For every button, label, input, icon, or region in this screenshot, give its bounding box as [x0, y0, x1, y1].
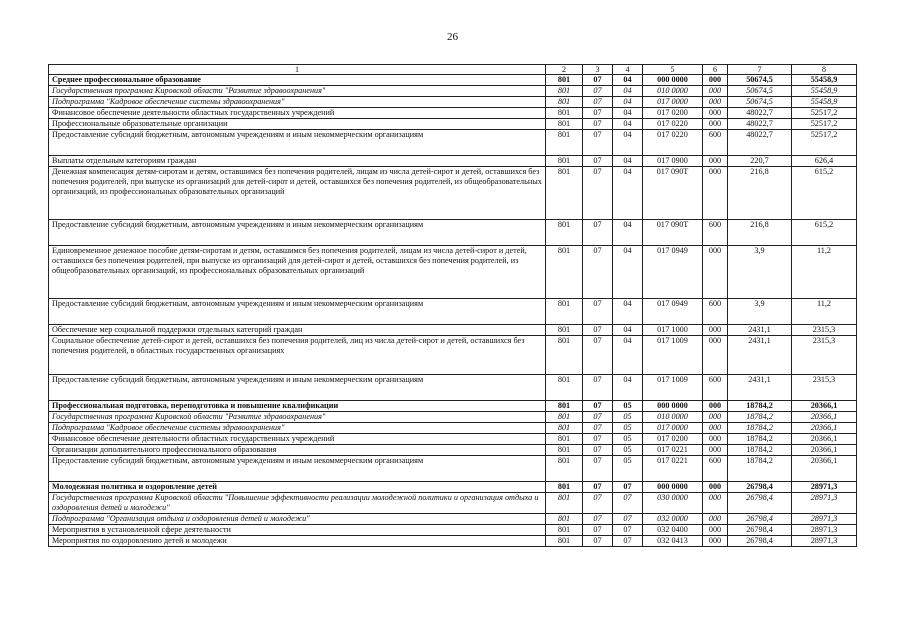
amount-year-2: 55458,9 — [792, 86, 857, 97]
code-target: 017 0949 — [643, 246, 703, 299]
code-subsection: 05 — [613, 456, 643, 482]
code-target: 017 1000 — [643, 325, 703, 336]
amount-year-2: 52517,2 — [792, 130, 857, 156]
table-row — [49, 119, 857, 130]
code-expense-type: 000 — [703, 482, 728, 493]
code-ministry: 801 — [546, 445, 583, 456]
table-row — [49, 325, 857, 336]
code-target: 000 0000 — [643, 482, 703, 493]
row-name: Государственная программа Кировской области "Повышение эффективности реализации молодежной политики и организация отдыха и оздоровления детей и молодежи" — [49, 493, 546, 514]
code-section: 07 — [583, 336, 613, 375]
table-row — [49, 75, 857, 86]
code-target: 017 0200 — [643, 434, 703, 445]
code-expense-type: 000 — [703, 325, 728, 336]
code-subsection: 04 — [613, 220, 643, 246]
amount-year-1: 18784,2 — [728, 456, 792, 482]
code-subsection: 04 — [613, 86, 643, 97]
code-section: 07 — [583, 445, 613, 456]
code-expense-type: 000 — [703, 493, 728, 514]
amount-year-1: 50674,5 — [728, 97, 792, 108]
code-ministry: 801 — [546, 514, 583, 525]
table-row — [49, 86, 857, 97]
amount-year-2: 2315,3 — [792, 375, 857, 401]
row-name: Обеспечение мер социальной поддержки отдельных категорий граждан — [49, 325, 546, 336]
code-ministry: 801 — [546, 401, 583, 412]
code-ministry: 801 — [546, 434, 583, 445]
code-section: 07 — [583, 493, 613, 514]
code-ministry: 801 — [546, 423, 583, 434]
code-subsection: 04 — [613, 336, 643, 375]
code-target: 030 0000 — [643, 493, 703, 514]
code-target: 017 0220 — [643, 119, 703, 130]
code-target: 010 0000 — [643, 412, 703, 423]
code-subsection: 07 — [613, 493, 643, 514]
row-name: Мероприятия по оздоровлению детей и молодежи — [49, 536, 546, 547]
row-name: Финансовое обеспечение деятельности областных государственных учреждений — [49, 434, 546, 445]
code-target: 017 0000 — [643, 97, 703, 108]
table-row — [49, 246, 857, 299]
code-expense-type: 600 — [703, 130, 728, 156]
amount-year-2: 20366,1 — [792, 445, 857, 456]
table-row — [49, 401, 857, 412]
table-row — [49, 434, 857, 445]
code-subsection: 05 — [613, 434, 643, 445]
amount-year-2: 615,2 — [792, 220, 857, 246]
code-expense-type: 600 — [703, 299, 728, 325]
header-cell: 2 — [546, 65, 583, 75]
amount-year-1: 2431,1 — [728, 325, 792, 336]
code-target: 032 0000 — [643, 514, 703, 525]
row-name: Среднее профессиональное образование — [49, 75, 546, 86]
row-name: Государственная программа Кировской области "Развитие здравоохранения" — [49, 86, 546, 97]
header-cell: 5 — [643, 65, 703, 75]
table-row — [49, 514, 857, 525]
header-cell: 4 — [613, 65, 643, 75]
amount-year-1: 18784,2 — [728, 412, 792, 423]
table-row — [49, 156, 857, 167]
code-target: 000 0000 — [643, 401, 703, 412]
amount-year-1: 3,9 — [728, 299, 792, 325]
code-ministry: 801 — [546, 156, 583, 167]
header-row — [49, 65, 857, 75]
header-cell: 7 — [728, 65, 792, 75]
table-row — [49, 220, 857, 246]
amount-year-2: 28971,3 — [792, 536, 857, 547]
code-ministry: 801 — [546, 130, 583, 156]
code-subsection: 04 — [613, 299, 643, 325]
code-section: 07 — [583, 108, 613, 119]
code-subsection: 07 — [613, 514, 643, 525]
amount-year-2: 28971,3 — [792, 482, 857, 493]
code-target: 032 0413 — [643, 536, 703, 547]
code-target: 017 0949 — [643, 299, 703, 325]
code-ministry: 801 — [546, 375, 583, 401]
row-name: Предоставление субсидий бюджетным, автономным учреждениям и иным некоммерческим организациям — [49, 456, 546, 482]
code-subsection: 04 — [613, 119, 643, 130]
row-name: Финансовое обеспечение деятельности областных государственных учреждений — [49, 108, 546, 119]
row-name: Молодежная политика и оздоровление детей — [49, 482, 546, 493]
code-expense-type: 000 — [703, 108, 728, 119]
row-name: Мероприятия в установленной сфере деятельности — [49, 525, 546, 536]
code-subsection: 04 — [613, 130, 643, 156]
code-target: 017 090Т — [643, 220, 703, 246]
table-row — [49, 482, 857, 493]
code-section: 07 — [583, 434, 613, 445]
code-section: 07 — [583, 130, 613, 156]
row-name: Профессиональная подготовка, переподготовка и повышение квалификации — [49, 401, 546, 412]
row-name: Денежная компенсация детям-сиротам и детям, оставшимся без попечения родителей, лицам из числа детей-сирот и детей, оставшихся без попечения родителей, при выпуске из организаций для детей-сирот и детей, оставшихся без попечения родителей, из общеобразовательных организаций, из профессиональных образовательных организаций — [49, 167, 546, 220]
amount-year-2: 20366,1 — [792, 434, 857, 445]
amount-year-2: 615,2 — [792, 167, 857, 220]
amount-year-2: 55458,9 — [792, 97, 857, 108]
code-target: 017 0000 — [643, 423, 703, 434]
table-row — [49, 423, 857, 434]
code-expense-type: 000 — [703, 412, 728, 423]
row-name: Профессиональные образовательные организации — [49, 119, 546, 130]
code-subsection: 04 — [613, 156, 643, 167]
code-section: 07 — [583, 299, 613, 325]
amount-year-2: 2315,3 — [792, 325, 857, 336]
table-row — [49, 130, 857, 156]
code-expense-type: 600 — [703, 456, 728, 482]
code-ministry: 801 — [546, 536, 583, 547]
code-ministry: 801 — [546, 525, 583, 536]
code-expense-type: 000 — [703, 97, 728, 108]
code-section: 07 — [583, 246, 613, 299]
code-section: 07 — [583, 86, 613, 97]
code-target: 017 1009 — [643, 375, 703, 401]
code-section: 07 — [583, 156, 613, 167]
code-expense-type: 000 — [703, 525, 728, 536]
code-subsection: 04 — [613, 246, 643, 299]
code-target: 017 0220 — [643, 130, 703, 156]
code-target: 017 090Т — [643, 167, 703, 220]
amount-year-2: 20366,1 — [792, 423, 857, 434]
table-row — [49, 336, 857, 375]
row-name: Подпрограмма "Кадровое обеспечение системы здравоохранения" — [49, 423, 546, 434]
table-row — [49, 536, 857, 547]
row-name: Выплаты отдельным категориям граждан — [49, 156, 546, 167]
amount-year-1: 48022,7 — [728, 130, 792, 156]
amount-year-2: 11,2 — [792, 246, 857, 299]
code-ministry: 801 — [546, 97, 583, 108]
code-section: 07 — [583, 119, 613, 130]
amount-year-2: 28971,3 — [792, 493, 857, 514]
row-name: Социальное обеспечение детей-сирот и детей, оставшихся без попечения родителей, лиц из числа детей-сирот и детей, оставшихся без попечения родителей, в областных государственных организациях — [49, 336, 546, 375]
code-subsection: 07 — [613, 525, 643, 536]
amount-year-1: 18784,2 — [728, 401, 792, 412]
amount-year-1: 26798,4 — [728, 493, 792, 514]
amount-year-1: 50674,5 — [728, 86, 792, 97]
amount-year-2: 52517,2 — [792, 108, 857, 119]
code-section: 07 — [583, 75, 613, 86]
row-name: Подпрограмма "Кадровое обеспечение системы здравоохранения" — [49, 97, 546, 108]
code-section: 07 — [583, 325, 613, 336]
amount-year-2: 20366,1 — [792, 401, 857, 412]
code-target: 017 0221 — [643, 445, 703, 456]
code-section: 07 — [583, 167, 613, 220]
code-ministry: 801 — [546, 482, 583, 493]
code-section: 07 — [583, 220, 613, 246]
code-subsection: 04 — [613, 75, 643, 86]
header-cell: 3 — [583, 65, 613, 75]
table-row — [49, 97, 857, 108]
amount-year-2: 2315,3 — [792, 336, 857, 375]
amount-year-2: 28971,3 — [792, 514, 857, 525]
code-section: 07 — [583, 423, 613, 434]
code-expense-type: 000 — [703, 246, 728, 299]
row-name: Предоставление субсидий бюджетным, автономным учреждениям и иным некоммерческим организациям — [49, 220, 546, 246]
amount-year-1: 26798,4 — [728, 525, 792, 536]
table-row — [49, 493, 857, 514]
code-subsection: 04 — [613, 108, 643, 119]
code-ministry: 801 — [546, 456, 583, 482]
row-name: Единовременное денежное пособие детям-сиротам и детям, оставшимся без попечения родителей, лицам из числа детей-сирот и детей, оставшихся без попечения родителей, при выпуске из организаций для детей-сирот и детей, оставшихся без попечения родителей, из общеобразовательных организаций, из профессиональных образовательных организаций — [49, 246, 546, 299]
code-section: 07 — [583, 97, 613, 108]
code-subsection: 05 — [613, 401, 643, 412]
table-row — [49, 167, 857, 220]
amount-year-2: 20366,1 — [792, 456, 857, 482]
row-name: Предоставление субсидий бюджетным, автономным учреждениям и иным некоммерческим организациям — [49, 375, 546, 401]
code-ministry: 801 — [546, 75, 583, 86]
code-subsection: 04 — [613, 167, 643, 220]
header-cell: 1 — [49, 65, 546, 75]
row-name: Государственная программа Кировской области "Развитие здравоохранения" — [49, 412, 546, 423]
code-ministry: 801 — [546, 246, 583, 299]
code-section: 07 — [583, 401, 613, 412]
code-ministry: 801 — [546, 220, 583, 246]
code-target: 032 0400 — [643, 525, 703, 536]
header-cell: 8 — [792, 65, 857, 75]
code-ministry: 801 — [546, 412, 583, 423]
amount-year-1: 18784,2 — [728, 423, 792, 434]
header-cell: 6 — [703, 65, 728, 75]
code-target: 010 0000 — [643, 86, 703, 97]
amount-year-1: 50674,5 — [728, 75, 792, 86]
row-name: Предоставление субсидий бюджетным, автономным учреждениям и иным некоммерческим организациям — [49, 130, 546, 156]
code-section: 07 — [583, 514, 613, 525]
amount-year-1: 2431,1 — [728, 336, 792, 375]
amount-year-2: 11,2 — [792, 299, 857, 325]
code-ministry: 801 — [546, 299, 583, 325]
amount-year-1: 3,9 — [728, 246, 792, 299]
code-expense-type: 000 — [703, 445, 728, 456]
code-expense-type: 600 — [703, 220, 728, 246]
amount-year-1: 216,8 — [728, 220, 792, 246]
amount-year-1: 48022,7 — [728, 108, 792, 119]
code-ministry: 801 — [546, 493, 583, 514]
code-expense-type: 000 — [703, 86, 728, 97]
amount-year-1: 220,7 — [728, 156, 792, 167]
code-expense-type: 000 — [703, 434, 728, 445]
amount-year-1: 26798,4 — [728, 482, 792, 493]
code-subsection: 05 — [613, 445, 643, 456]
row-name: Организации дополнительного профессионального образования — [49, 445, 546, 456]
amount-year-2: 626,4 — [792, 156, 857, 167]
table-row — [49, 525, 857, 536]
code-ministry: 801 — [546, 167, 583, 220]
amount-year-2: 28971,3 — [792, 525, 857, 536]
table-row — [49, 299, 857, 325]
code-ministry: 801 — [546, 325, 583, 336]
code-subsection: 07 — [613, 482, 643, 493]
code-target: 017 0200 — [643, 108, 703, 119]
row-name: Подпрограмма "Организация отдыха и оздоровления детей и молодежи" — [49, 514, 546, 525]
code-subsection: 04 — [613, 325, 643, 336]
code-expense-type: 000 — [703, 167, 728, 220]
code-subsection: 07 — [613, 536, 643, 547]
code-expense-type: 000 — [703, 336, 728, 375]
code-ministry: 801 — [546, 119, 583, 130]
code-subsection: 05 — [613, 412, 643, 423]
amount-year-2: 55458,9 — [792, 75, 857, 86]
code-expense-type: 000 — [703, 514, 728, 525]
code-expense-type: 000 — [703, 75, 728, 86]
amount-year-1: 48022,7 — [728, 119, 792, 130]
amount-year-1: 216,8 — [728, 167, 792, 220]
table-row — [49, 108, 857, 119]
code-expense-type: 000 — [703, 119, 728, 130]
code-target: 017 0221 — [643, 456, 703, 482]
code-subsection: 05 — [613, 423, 643, 434]
amount-year-2: 20366,1 — [792, 412, 857, 423]
code-section: 07 — [583, 375, 613, 401]
table-row — [49, 456, 857, 482]
code-section: 07 — [583, 536, 613, 547]
budget-table — [48, 64, 857, 547]
code-target: 017 1009 — [643, 336, 703, 375]
table-row — [49, 412, 857, 423]
row-name: Предоставление субсидий бюджетным, автономным учреждениям и иным некоммерческим организациям — [49, 299, 546, 325]
code-expense-type: 000 — [703, 156, 728, 167]
table-row — [49, 375, 857, 401]
code-ministry: 801 — [546, 108, 583, 119]
code-expense-type: 000 — [703, 401, 728, 412]
code-target: 000 0000 — [643, 75, 703, 86]
code-target: 017 0900 — [643, 156, 703, 167]
amount-year-1: 18784,2 — [728, 434, 792, 445]
code-expense-type: 000 — [703, 536, 728, 547]
amount-year-1: 26798,4 — [728, 536, 792, 547]
table-row — [49, 445, 857, 456]
code-expense-type: 000 — [703, 423, 728, 434]
amount-year-1: 2431,1 — [728, 375, 792, 401]
code-section: 07 — [583, 412, 613, 423]
code-subsection: 04 — [613, 97, 643, 108]
code-subsection: 04 — [613, 375, 643, 401]
amount-year-2: 52517,2 — [792, 119, 857, 130]
amount-year-1: 26798,4 — [728, 514, 792, 525]
code-section: 07 — [583, 482, 613, 493]
page-number: 26 — [447, 31, 458, 43]
code-expense-type: 600 — [703, 375, 728, 401]
code-section: 07 — [583, 456, 613, 482]
code-ministry: 801 — [546, 86, 583, 97]
amount-year-1: 18784,2 — [728, 445, 792, 456]
code-section: 07 — [583, 525, 613, 536]
code-ministry: 801 — [546, 336, 583, 375]
